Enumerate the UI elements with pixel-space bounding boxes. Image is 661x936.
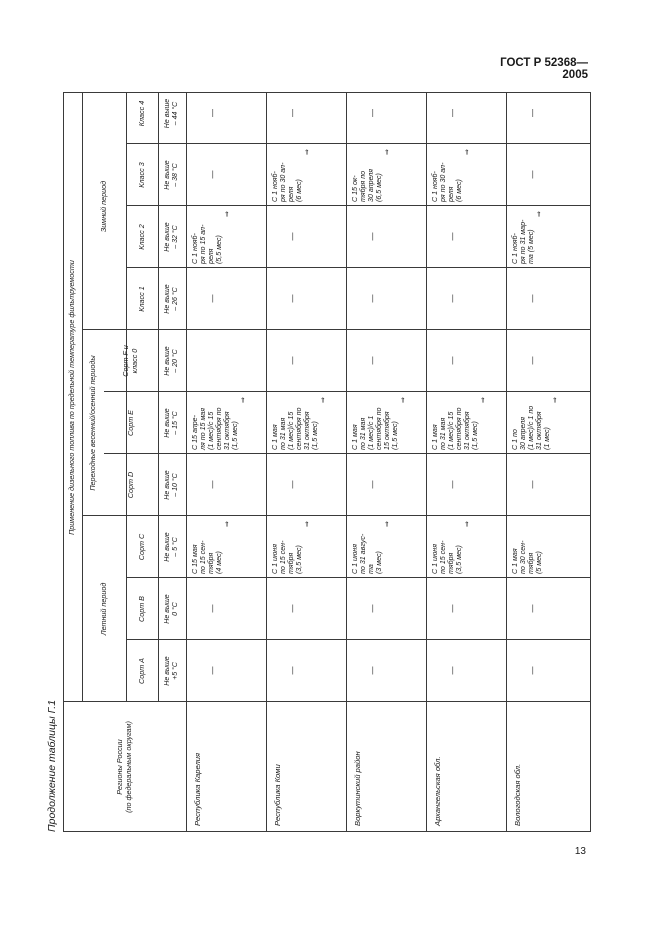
table-caption: Продолжение таблицы Г.1 [46,699,58,832]
not-applicable-dash: — [528,356,537,365]
grade-header: Сорт F и класс 0 [121,345,139,377]
table-cell [266,330,346,392]
region-name: Республика Карелия [193,752,202,826]
not-applicable-dash: — [288,232,297,241]
period-text: С 1 мая по 30 сен- тября (5 мес) [511,540,543,574]
table-cell [186,330,266,392]
continuation-arrow-icon: ⇒ [398,397,407,403]
temperature-limit: Не выше – 20 °С [163,346,179,376]
not-applicable-dash: — [208,109,217,117]
not-applicable-dash: — [208,294,217,303]
table-cell [346,144,426,206]
table-cell [506,578,590,640]
table-cell [186,454,266,516]
continuation-arrow-icon: ⇒ [382,521,391,527]
not-applicable-dash: — [528,666,537,675]
period-text: С 1 мая по 31 мая (1 мес)/с 1 сентября по 15 октября (1,5 мес) [351,407,399,450]
table-cell [506,392,590,454]
table-cell [426,640,506,702]
table-cell [426,454,506,516]
table-cell [346,454,426,516]
table-cell [266,392,346,454]
table-cell [266,578,346,640]
not-applicable-dash: — [368,109,377,117]
period-text: С 1 июня по 15 сен- тября (3,5 мес) [271,540,303,574]
continuation-arrow-icon: ⇒ [462,149,471,155]
not-applicable-dash: — [448,356,457,365]
table-cell [266,83,346,144]
table-cell [186,206,266,268]
group-header: Применение дизельного топлива по предельной температуре фильтруемости [67,260,77,535]
grade-header: Класс 2 [136,224,146,250]
continuation-arrow-icon: ⇒ [222,521,231,527]
table-cell [426,578,506,640]
region-name: Архангельская обл. [433,756,442,826]
not-applicable-dash: — [448,294,457,303]
table-cell [426,516,506,578]
table-cell [266,206,346,268]
table-cell [506,83,590,144]
table-cell [426,330,506,392]
not-applicable-dash: — [528,170,537,179]
temperature-limit: Не выше +5 °С [163,656,179,686]
not-applicable-dash: — [208,170,217,179]
not-applicable-dash: — [528,480,537,489]
page-number: 13 [574,846,586,857]
table-cell [186,83,266,144]
region-name: Воркутинский район [353,751,362,826]
not-applicable-dash: — [528,294,537,303]
table-cell [426,83,506,144]
winter-period-header: Зимний период [98,180,108,233]
not-applicable-dash: — [448,666,457,675]
grade-header: Сорт Е [125,410,135,436]
period-text: С 15 ок- тября по 30 апреля (6,5 мес) [351,168,383,202]
table-cell [266,454,346,516]
table-cell [346,516,426,578]
table-cell [346,206,426,268]
table-cell [266,144,346,206]
table-cell [426,144,506,206]
not-applicable-dash: — [288,356,297,365]
continuation-arrow-icon: ⇒ [302,521,311,527]
transitional-period-header: Переходные весенний/осенний периоды [87,355,97,491]
table-cell [426,206,506,268]
grade-header: Сорт А [136,658,146,684]
not-applicable-dash: — [288,666,297,675]
period-text: С 1 мая по 31 мая (1 мес)/с 15 сентября по 31 октября (1,5 мес) [271,407,319,450]
not-applicable-dash: — [528,109,537,117]
not-applicable-dash: — [368,604,377,613]
continuation-arrow-icon: ⇒ [478,397,487,403]
table-cell [506,268,590,330]
period-text: С 15 мая по 15 сен- тября (4 мес) [191,540,223,574]
region-name: Вологодская обл. [513,763,522,826]
continuation-arrow-icon: ⇒ [534,211,543,217]
continuation-arrow-icon: ⇒ [222,211,231,217]
not-applicable-dash: — [368,356,377,365]
temperature-limit: Не выше – 38 °С [163,160,179,190]
not-applicable-dash: — [448,109,457,117]
period-text: С 1 нояб- ря по 15 ап- реля (5,5 мес) [191,224,223,264]
not-applicable-dash: — [288,604,297,613]
period-text: С 1 по 30 апреля (1 мес)/с 1 по 31 октября (1 мес) [511,405,551,450]
period-text: С 1 нояб- ря по 30 ап- реля (6 мес) [271,162,303,202]
continuation-arrow-icon: ⇒ [462,521,471,527]
table-cell [186,144,266,206]
table-cell [266,516,346,578]
not-applicable-dash: — [448,480,457,489]
temperature-limit: Не выше – 5 °С [163,532,179,562]
not-applicable-dash: — [288,109,297,117]
period-text: С 1 нояб- ря по 30 ап- реля (6 мес) [431,162,463,202]
table-cell [506,206,590,268]
table-cell [506,640,590,702]
regions-header: Регионы России (по федеральным округам) [114,721,133,813]
not-applicable-dash: — [208,666,217,675]
table-border-bottom [590,92,591,832]
fuel-table [63,93,590,832]
continuation-arrow-icon: ⇒ [318,397,327,403]
not-applicable-dash: — [368,666,377,675]
period-text: С 15 апре- ля по 15 мая (1 мес)/с 15 сентября по 31 октября (1,5 мес) [191,407,239,450]
table-cell [346,268,426,330]
table-cell [186,268,266,330]
grade-header: Класс 4 [136,100,146,127]
table-cell [346,392,426,454]
region-name: Республика Коми [273,764,282,826]
table-cell [266,640,346,702]
table-cell [266,268,346,330]
table-cell [186,516,266,578]
grade-header: Сорт С [136,533,146,561]
grade-header: Класс 1 [136,286,146,312]
table-cell [426,268,506,330]
table-cell [426,392,506,454]
continuation-arrow-icon: ⇒ [238,397,247,403]
temperature-limit: Не выше 0 °С [163,594,179,624]
continuation-arrow-icon: ⇒ [302,149,311,155]
table-cell [186,640,266,702]
not-applicable-dash: — [368,480,377,489]
grade-header: Класс 3 [136,162,146,188]
not-applicable-dash: — [368,232,377,241]
table-cell [346,640,426,702]
table-cell [346,83,426,144]
not-applicable-dash: — [448,604,457,613]
continuation-arrow-icon: ⇒ [382,149,391,155]
not-applicable-dash: — [288,480,297,489]
table-cell [346,578,426,640]
table-cell [506,516,590,578]
summer-period-header: Летний период [98,582,108,636]
not-applicable-dash: — [208,480,217,489]
table-cell [346,330,426,392]
not-applicable-dash: — [528,604,537,613]
table-cell [186,392,266,454]
not-applicable-dash: — [448,232,457,241]
temperature-limit: Не выше – 26 °С [163,284,179,314]
table-cell [506,454,590,516]
not-applicable-dash: — [288,294,297,303]
not-applicable-dash: — [208,604,217,613]
standard-header: ГОСТ Р 52368—2005 [500,57,588,81]
temperature-limit: Не выше – 15 °С [163,408,179,438]
table-cell [186,578,266,640]
not-applicable-dash: — [368,294,377,303]
continuation-arrow-icon: ⇒ [550,397,559,403]
grade-header: Сорт D [125,471,135,499]
period-text: С 1 нояб- ря по 31 мар- та (5 мес) [511,219,535,264]
period-text: С 1 июня по 15 сен- тября (3,5 мес) [431,540,463,574]
period-text: С 1 мая по 31 мая (1 мес)/с 15 сентября по 31 октября (1,5 мес) [431,407,479,450]
grade-header: Сорт В [136,596,146,622]
temperature-limit: Не выше – 32 °С [163,222,179,252]
rotated-table-area [45,93,590,832]
temperature-limit: Не выше – 10 °С [163,470,179,500]
temperature-limit: Не выше – 44 °С [163,98,179,129]
period-text: С 1 июня по 31 авгус- та (3 мес) [351,533,383,574]
table-cell [506,144,590,206]
table-cell [506,330,590,392]
